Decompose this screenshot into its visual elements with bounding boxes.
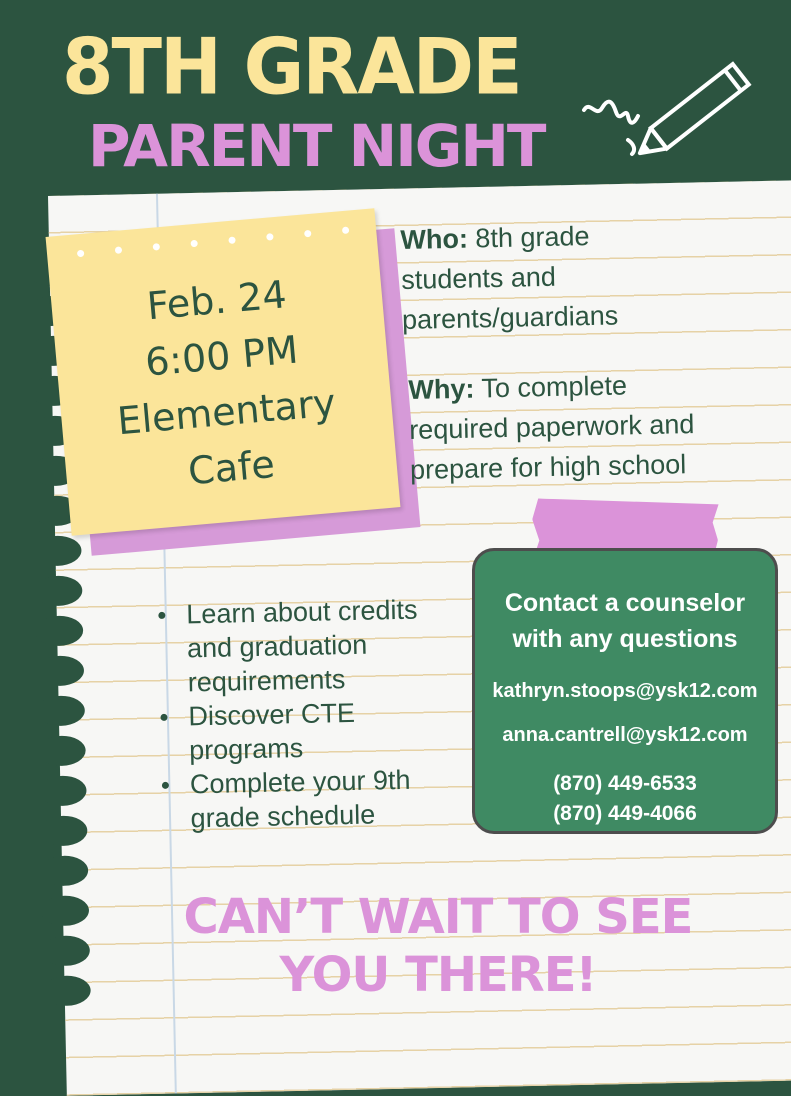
why-text-1: To complete	[474, 370, 628, 404]
contact-phone-2[interactable]: (870) 449-4066	[553, 802, 697, 825]
bullet-text: Discover CTE	[188, 697, 356, 732]
who-label: Who:	[400, 223, 469, 255]
who-text-1: 8th grade	[467, 221, 590, 254]
bullet-text: Learn about credits	[186, 594, 418, 630]
contact-email-2[interactable]: anna.cantrell@ysk12.com	[502, 724, 748, 746]
who-text-2: students and	[400, 261, 557, 295]
bullet-text: Complete your 9th	[189, 764, 411, 800]
contact-heading-2: with any questions	[512, 625, 738, 653]
event-date: Feb. 24	[145, 272, 289, 329]
why-label: Why:	[408, 373, 475, 405]
why-text-2: required paperwork and	[408, 409, 695, 445]
bullet-item-schedule	[162, 761, 481, 836]
why-section	[408, 364, 696, 490]
bullet-item-cte	[160, 693, 479, 768]
contact-heading-1: Contact a counselor	[504, 589, 746, 617]
event-location-line-2: Cafe	[186, 441, 277, 494]
bullet-text: programs	[188, 732, 304, 766]
pencil-icon	[576, 48, 766, 158]
contact-box	[472, 548, 778, 834]
who-text-3: parents/guardians	[401, 300, 619, 335]
title-line-2: PARENT NIGHT	[88, 112, 545, 180]
closing-line-1: CAN’T WAIT TO SEE	[183, 889, 693, 945]
who-section	[400, 215, 619, 340]
event-location-line-1: Elementary	[115, 380, 338, 444]
contact-email-1[interactable]: kathryn.stoops@ysk12.com	[492, 680, 758, 702]
event-time: 6:00 PM	[143, 327, 300, 385]
bullet-text: grade schedule	[190, 799, 376, 834]
bullet-text: and graduation	[186, 629, 368, 664]
bullet-dot-icon	[162, 782, 169, 789]
closing-message	[150, 888, 726, 1004]
bullet-list	[158, 591, 481, 836]
bullet-dot-icon	[160, 714, 167, 721]
bullet-item-credits	[158, 591, 478, 700]
why-text-3: prepare for high school	[409, 449, 687, 485]
bullet-dot-icon	[158, 612, 165, 619]
contact-phone-1[interactable]: (870) 449-6533	[553, 772, 697, 795]
closing-line-2: YOU THERE!	[279, 947, 597, 1003]
bullet-text: requirements	[187, 664, 346, 698]
sticky-note	[46, 208, 401, 536]
title-line-1: 8TH GRADE	[62, 22, 521, 113]
